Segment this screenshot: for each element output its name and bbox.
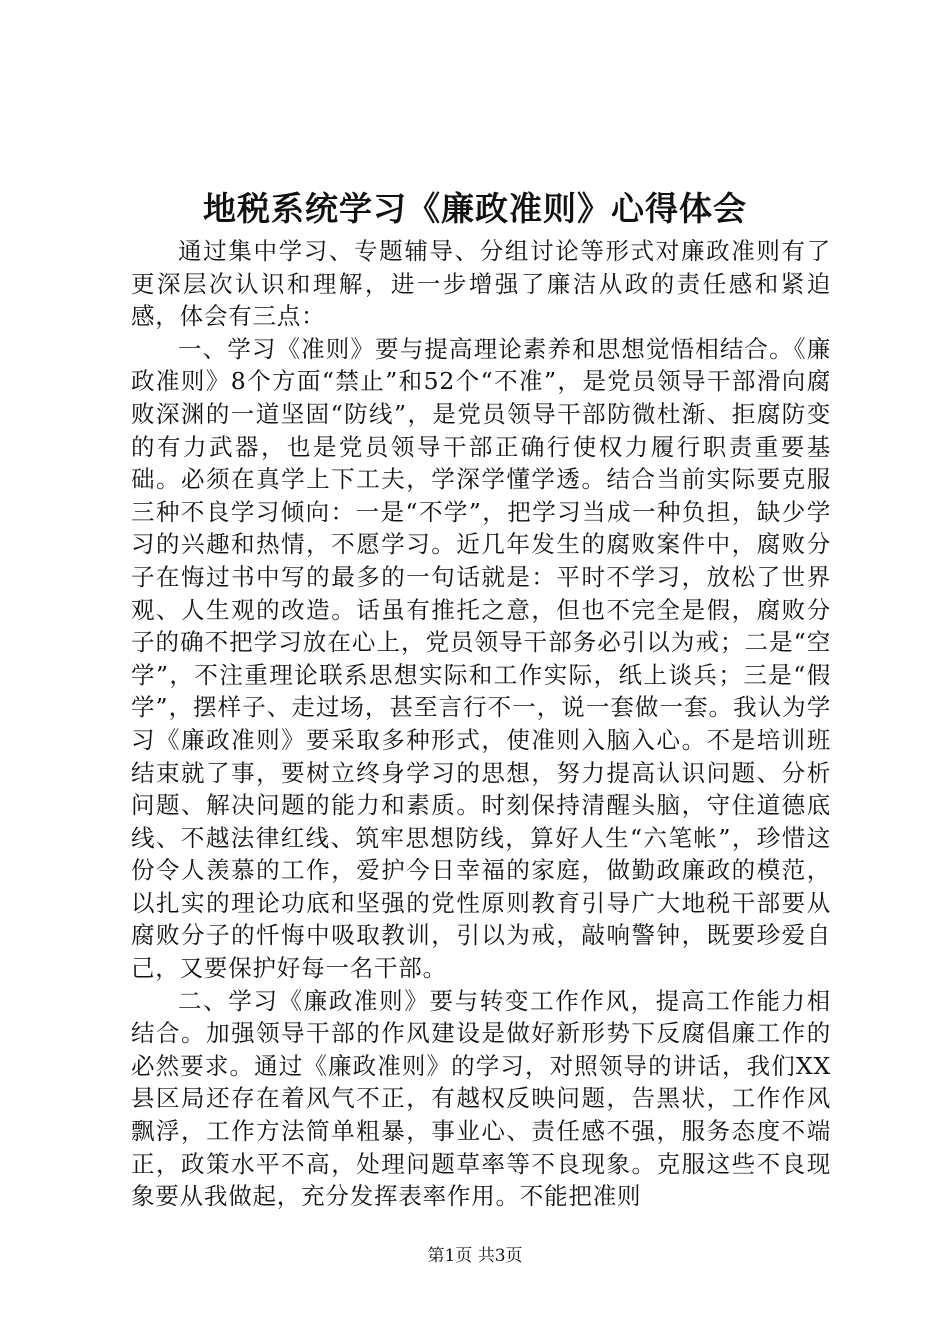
paragraph-section-1: 一、学习《准则》要与提高理论素养和思想觉悟相结合。《廉政准则》8个方面“禁止”和52个“不准”，是党员领导干部滑向腐败深渊的一道坚固“防线”，是党员领导干部防微杜渐、拒腐防变的有力武器，也是党员领导干部正确行使权力履行职责重要基础。必须在真学上下工夫，学深学懂学透。结合当前实际要克服三种不良学习倾向：一是“不学”，把学习当成一种负担，缺少学习的兴趣和热情，不愿学习。近几年发生的腐败案件中，腐败分子在悔过书中写的最多的一句话就是：平时不学习，放松了世界观、人生观的改造。话虽有推托之意，但也不完全是假，腐败分子的确不把学习放在心上，党员领导干部务必引以为戒；二是“空学”，不注重理论联系思想实际和工作实际，纸上谈兵；三是“假学”，摆样子、走过场，甚至言行不一，说一套做一套。我认为学习《廉政准则》要采取多种形式，使准则入脑入心。不是培训班结束就了事，要树立终身学习的思想，努力提高认识问题、分析问题、解决问题的能力和素质。时刻保持清醒头脑，守住道德底线、不越法律红线、筑牢思想防线，算好人生“六笔帐”，珍惜这份令人羡慕的工作，爱护今日幸福的家庭，做勤政廉政的模范，以扎实的理论功底和坚强的党性原则教育引导广大地税干部要从腐败分子的忏悔中吸取教训，引以为戒，敲响警钟，既要珍爱自己，又要保护好每一名干部。 [131,334,831,983]
document-body [131,235,831,1213]
document-title: 地税系统学习《廉政准则》心得体会 [203,189,747,228]
page-number-footer: 第1页 共3页 [427,1246,523,1266]
paragraph-intro: 通过集中学习、专题辅导、分组讨论等形式对廉政准则有了更深层次认识和理解，进一步增强了廉洁从政的责任感和紧迫感，体会有三点： [131,237,831,331]
paragraph-section-2: 二、学习《廉政准则》要与转变工作作风，提高工作能力相结合。加强领导干部的作风建设是做好新形势下反腐倡廉工作的必然要求。通过《廉政准则》的学习，对照领导的讲话，我们XX县区局还存在着风气不正，有越权反映问题，告黑状，工作作风飘浮，工作方法简单粗暴，事业心、责任感不强，服务态度不端正，政策水平不高，处理问题草率等不良现象。克服这些不良现象要从我做起，充分发挥表率作用。不能把准则 [131,986,831,1211]
